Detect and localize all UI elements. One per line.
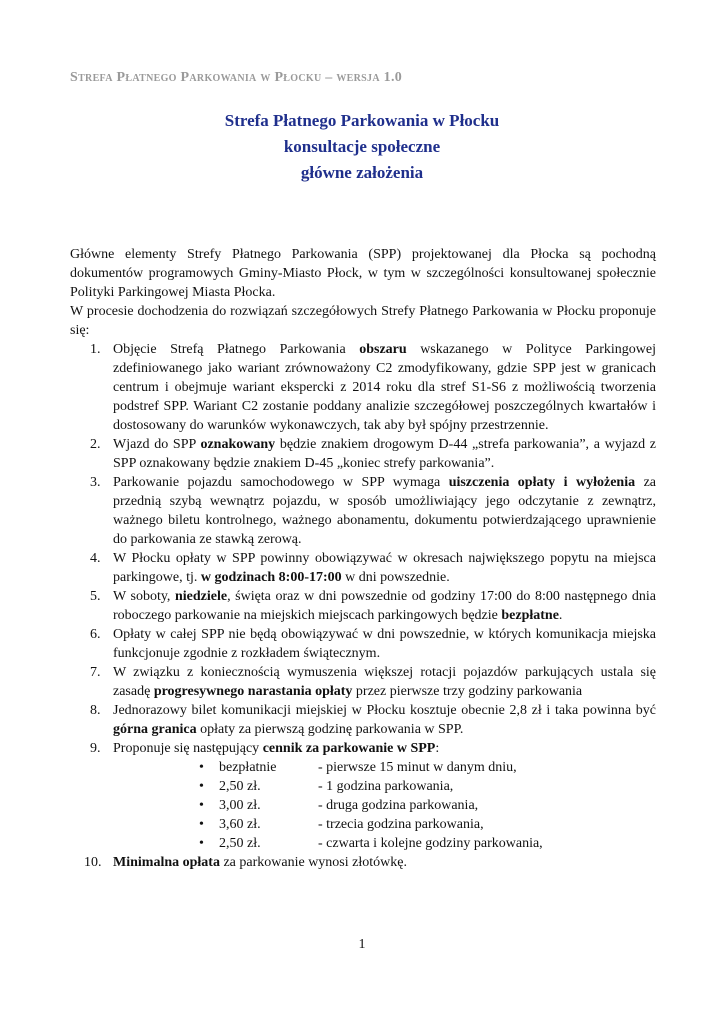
proposal-list (70, 340, 656, 872)
price-row (113, 777, 656, 796)
list-item-emphasis: cennik za parkowanie w SPP (262, 741, 436, 756)
list-item-text: wskazanego w Polityce Parkingowej zdefiniowanego jako wariant zrównoważony C2 zmodyfikowany, gdzie SPP jest w granicach centrum i obejmuje wariant ekspercki z 2014 roku dla stref S1-S6 z możliwością tworzenia podstref SPP. Wariant C2 zostanie poddany analizie szczegółowej poszczególnych kwartałów i dostosowany do warunków wykonawczych, tak aby był spójny przestrzennie. (113, 342, 656, 433)
price-row (113, 834, 656, 853)
list-item-emphasis: w godzinach 8:00-17:00 (200, 570, 342, 585)
title-line-2: konsultacje społeczne (283, 137, 441, 156)
list-item-number: 10. (84, 855, 102, 870)
list-item-text: , święta oraz w dni powszednie od godziny 17:00 do 8:00 następnego dnia roboczego parkowanie na miejskich miejscach parkingowych będzie (113, 589, 657, 623)
list-item-text: Parkowanie pojazdu samochodowego w SPP wymaga (113, 475, 449, 490)
list-item-text: opłaty za pierwszą godzinę parkowania w SPP. (196, 722, 464, 737)
list-item-text: W soboty, (113, 589, 175, 604)
list-item (70, 625, 656, 663)
list-item-text: W związku z koniecznością wymuszenia większej rotacji pojazdów parkujących ustala się zasadę (113, 665, 656, 699)
title-line-1: Strefa Płatnego Parkowania w Płocku (224, 111, 500, 130)
price-description: - trzecia godzina parkowania, (318, 817, 484, 832)
running-header-text: Strefa Płatnego Parkowania w Płocku – wersja (70, 70, 380, 85)
price-list (113, 758, 656, 853)
running-header (70, 70, 402, 86)
bullet-icon: • (199, 836, 204, 851)
list-item (70, 663, 656, 701)
price-description: - druga godzina parkowania, (318, 798, 479, 813)
list-item-text: Jednorazowy bilet komunikacji miejskiej w Płocku kosztuje obecnie 2,8 zł i taka powinna być (113, 703, 656, 718)
list-item-text: w dni powszednie. (341, 570, 450, 585)
list-item-text: za parkowanie wynosi złotówkę. (219, 855, 407, 870)
list-item-emphasis: bezpłatne (501, 608, 559, 623)
list-item (70, 340, 656, 435)
list-item-number: 6. (90, 627, 101, 642)
list-item (70, 473, 656, 549)
price-amount: 2,50 zł. (219, 779, 261, 794)
intro-paragraph-2: W procesie dochodzenia do rozwiązań szczegółowych Strefy Płatnego Parkowania w Płocku proponuje się: (70, 304, 656, 338)
price-amount: 2,50 zł. (219, 836, 261, 851)
price-row (113, 758, 656, 777)
bullet-icon: • (199, 798, 204, 813)
list-item-number: 4. (90, 551, 101, 566)
price-amount: 3,00 zł. (219, 798, 261, 813)
price-amount: bezpłatnie (219, 760, 277, 775)
list-item-emphasis: progresywnego narastania opłaty (153, 684, 353, 699)
intro-paragraph-1: Główne elementy Strefy Płatnego Parkowania (SPP) projektowanej dla Płocka są pochodną dokumentów programowych Gminy-Miasto Płock, w tym w szczególności konsultowanej społecznie Polityki Parkingowej Miasta Płocka. (70, 247, 656, 300)
price-description: - 1 godzina parkowania, (318, 779, 454, 794)
list-item-number: 9. (90, 741, 101, 756)
list-item-emphasis: górna granica (113, 722, 197, 737)
list-item-emphasis: uiszczenia opłaty i wyłożenia (448, 475, 636, 490)
list-item-text: Objęcie Strefą Płatnego Parkowania (113, 342, 360, 357)
list-item-number: 2. (90, 437, 101, 452)
running-header-version: 1.0 (383, 70, 403, 85)
price-description: - czwarta i kolejne godziny parkowania, (318, 836, 543, 851)
page-number: 1 (358, 937, 366, 952)
title-line-3: główne założenia (300, 163, 424, 182)
list-item-number: 8. (90, 703, 101, 718)
list-item-text: będzie znakiem drogowym D-44 „strefa parkowania”, a wyjazd z SPP oznakowany będzie znakiem D-45 „koniec strefy parkowania”. (113, 437, 656, 471)
list-item (70, 587, 656, 625)
document-body (70, 245, 656, 872)
list-item (70, 739, 656, 853)
list-item-emphasis: niedziele (174, 589, 228, 604)
list-item-text: przez pierwsze trzy godziny parkowania (352, 684, 583, 699)
price-row (113, 796, 656, 815)
list-item-text: Proponuje się następujący (113, 741, 263, 756)
list-item-number: 3. (90, 475, 101, 490)
list-item-emphasis: obszaru (359, 342, 407, 357)
list-item-number: 5. (90, 589, 101, 604)
list-item-emphasis: Minimalna opłata (113, 855, 220, 870)
list-item (70, 701, 656, 739)
document-title (0, 108, 724, 186)
list-item-emphasis: oznakowany (200, 437, 276, 452)
bullet-icon: • (199, 779, 204, 794)
list-item-text: Opłaty w całej SPP nie będą obowiązywać w dni powszednie, w których komunikacja miejska funkcjonuje zgodnie z rozkładem świątecznym. (113, 627, 656, 661)
list-item-text: . (558, 608, 563, 623)
list-item-text: W Płocku opłaty w SPP powinny obowiązywać w okresach największego popytu na miejsca parkingowe, tj. (113, 551, 656, 585)
list-item-text: Wjazd do SPP (113, 437, 201, 452)
bullet-icon: • (199, 760, 204, 775)
price-amount: 3,60 zł. (219, 817, 261, 832)
list-item-text: : (435, 741, 440, 756)
list-item (70, 549, 656, 587)
list-item (70, 853, 656, 872)
list-item (70, 435, 656, 473)
price-row (113, 815, 656, 834)
list-item-text: za przednią szybą wewnątrz pojazdu, w sposób umożliwiający jego odczytanie z zewnątrz, ważnego biletu kontrolnego, ważnego abonamentu, dokumentu potwierdzającego uprawnienie do parkowania ze stawką zerową. (113, 475, 656, 547)
list-item-number: 7. (90, 665, 101, 680)
price-description: - pierwsze 15 minut w danym dniu, (318, 760, 517, 775)
bullet-icon: • (199, 817, 204, 832)
list-item-number: 1. (90, 342, 101, 357)
